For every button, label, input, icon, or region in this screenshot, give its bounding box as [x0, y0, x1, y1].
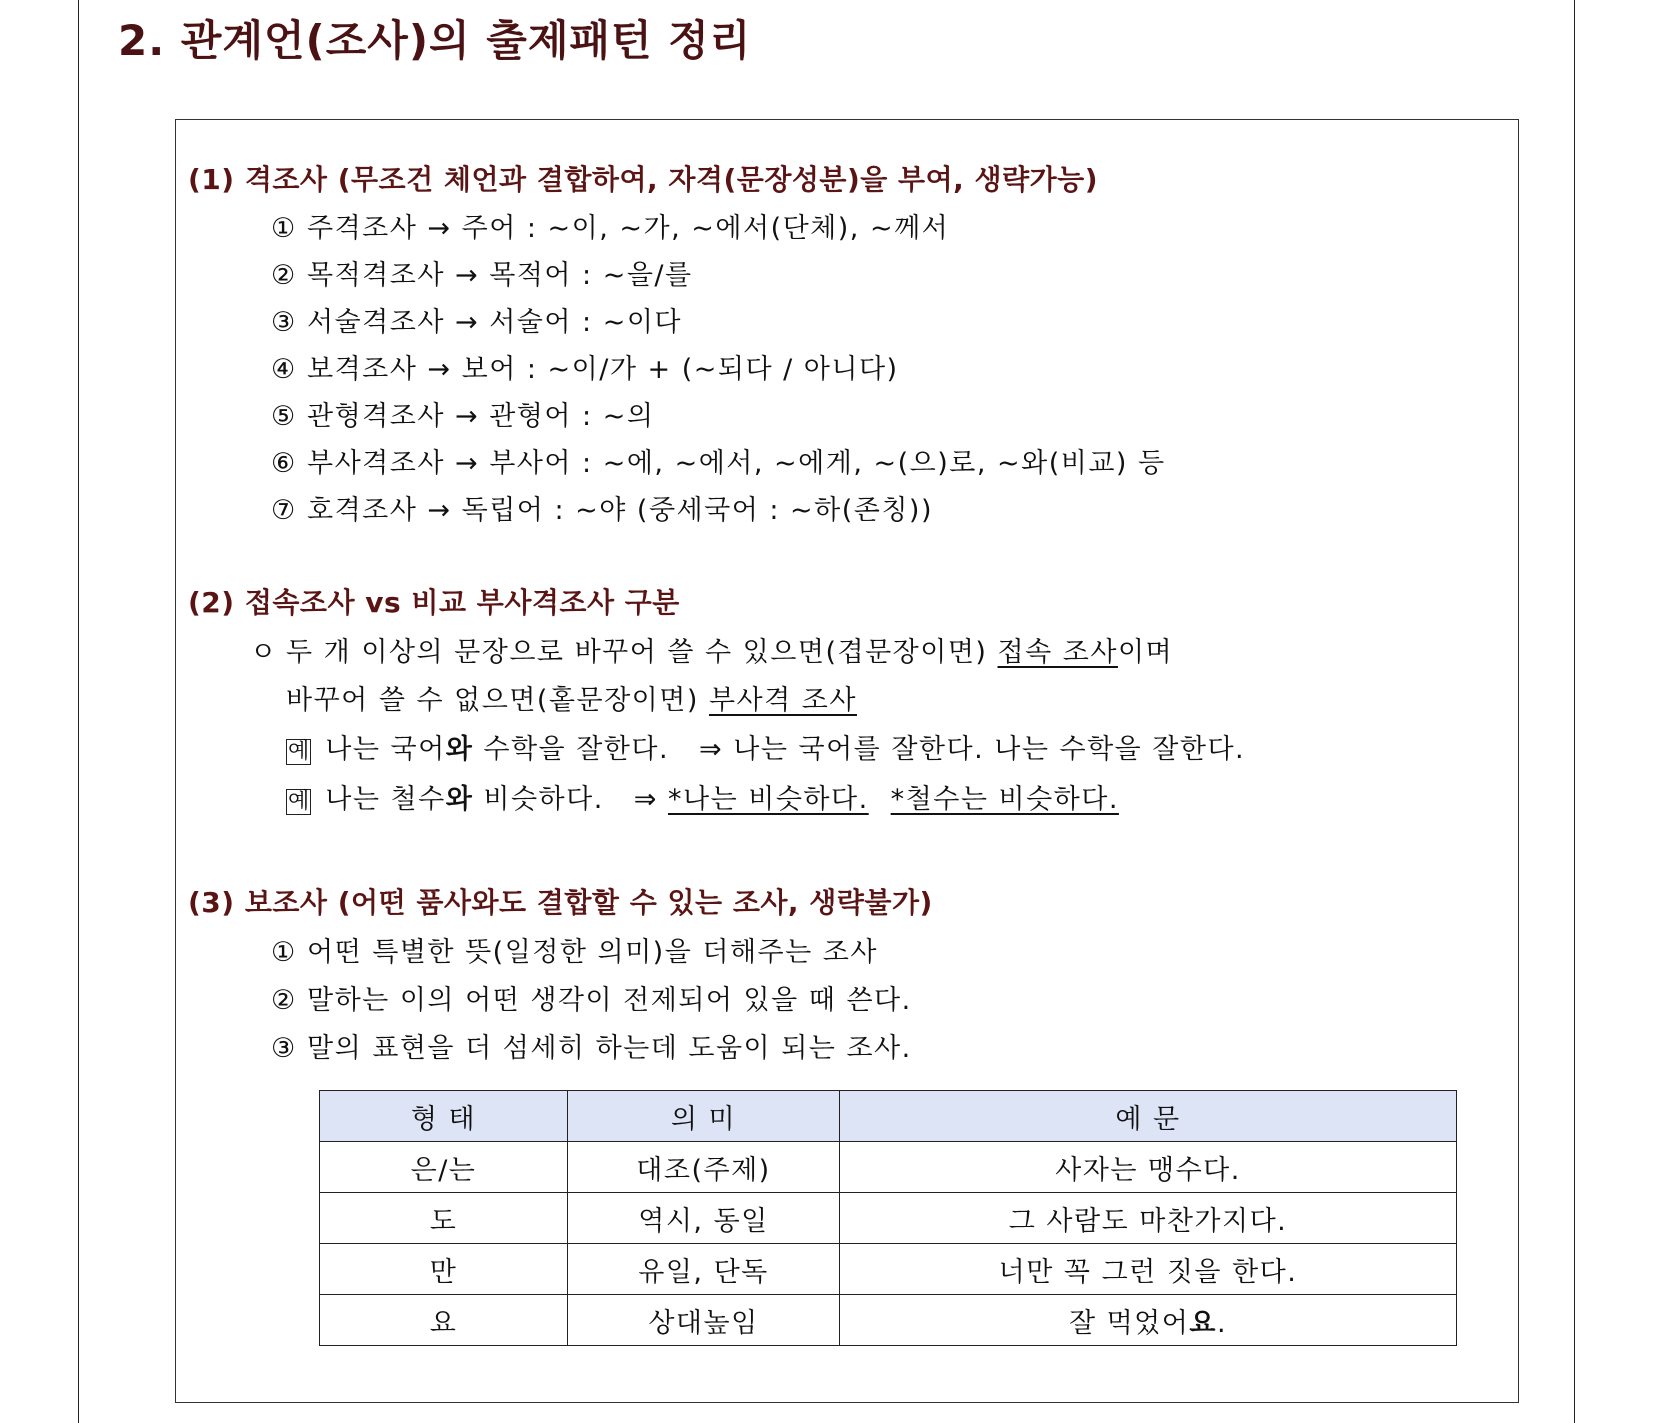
double-arrow-icon: ⇒ [699, 734, 724, 765]
table-row [320, 1295, 1457, 1346]
case-particle-item [271, 206, 949, 245]
item-text: 서술격조사 → 서술어 : ~이다 [307, 307, 682, 338]
item-text: 호격조사 → 독립어 : ~야 (중세국어 : ~하(존칭)) [307, 495, 934, 526]
page-right-rule [1574, 0, 1575, 1423]
content-box [175, 119, 1519, 1403]
item-number: ④ [271, 354, 297, 385]
item-text: 주격조사 → 주어 : ~이, ~가, ~에서(단체), ~께서 [307, 213, 950, 244]
cell-example: 그 사람도 마찬가지다. [840, 1193, 1457, 1244]
table-row [320, 1193, 1457, 1244]
case-particle-item [271, 394, 654, 433]
rule-line-2: 바꾸어 쓸 수 없으면(홑문장이면) 부사격 조사 [286, 685, 857, 716]
item-text: 관형격조사 → 관형어 : ~의 [307, 401, 655, 432]
item-number: ⑥ [271, 448, 297, 479]
item-text: 말하는 이의 어떤 생각이 전제되어 있을 때 쓴다. [307, 985, 912, 1016]
ungrammatical-result: *나는 비슷하다. [668, 784, 869, 815]
ungrammatical-result: *철수는 비슷하다. [890, 784, 1119, 815]
section-3-heading: (3) 보조사 (어떤 품사와도 결합할 수 있는 조사, 생략불가) [188, 886, 933, 919]
page-title: 2. 관계언(조사)의 출제패턴 정리 [118, 16, 752, 65]
item-number: ① [271, 937, 297, 968]
cell-example: 잘 먹었어요. [840, 1295, 1457, 1346]
item-number: ③ [271, 1033, 297, 1064]
rule-line-1: ㅇ 두 개 이상의 문장으로 바꾸어 쓸 수 있으면(겹문장이면) 접속 조사이며 [250, 630, 1173, 669]
item-text: 목적격조사 → 목적어 : ~을/를 [307, 260, 693, 291]
particle-table [319, 1090, 1457, 1346]
table-header-row [320, 1091, 1457, 1142]
page-left-rule [78, 0, 79, 1423]
aux-particle-item [271, 1026, 912, 1065]
case-particle-item [271, 441, 1166, 480]
cell-meaning: 유일, 단독 [568, 1244, 840, 1295]
item-text: 말의 표현을 더 섬세히 하는데 도움이 되는 조사. [307, 1033, 912, 1064]
item-text: 어떤 특별한 뜻(일정한 의미)을 더해주는 조사 [307, 937, 878, 968]
example-1: 예 나는 국어와 수학을 잘한다. ⇒ 나는 국어를 잘한다. 나는 수학을 잘한다. [288, 734, 1246, 765]
cell-example: 사자는 맹수다. [840, 1142, 1457, 1193]
item-number: ② [271, 260, 297, 291]
cell-meaning: 역시, 동일 [568, 1193, 840, 1244]
underlined-term: 부사격 조사 [708, 685, 857, 716]
item-number: ② [271, 985, 297, 1016]
cell-meaning: 상대높임 [568, 1295, 840, 1346]
section-1-heading: (1) 격조사 (무조건 체언과 결합하여, 자격(문장성분)을 부여, 생략가능) [188, 163, 1099, 196]
case-particle-item [271, 347, 899, 386]
column-header-meaning: 의 미 [568, 1091, 840, 1142]
item-number: ⑤ [271, 401, 297, 432]
case-particle-item [271, 488, 933, 527]
cell-form: 도 [320, 1193, 568, 1244]
example-badge: 예 [288, 789, 310, 814]
item-text: 부사격조사 → 부사어 : ~에, ~에서, ~에게, ~(으)로, ~와(비교) 등 [307, 448, 1166, 479]
cell-form: 만 [320, 1244, 568, 1295]
item-number: ⑦ [271, 495, 297, 526]
case-particle-item [271, 253, 693, 292]
item-number: ③ [271, 307, 297, 338]
cell-example: 너만 꼭 그런 짓을 한다. [840, 1244, 1457, 1295]
item-number: ① [271, 213, 297, 244]
section-2-heading: (2) 접속조사 vs 비교 부사격조사 구분 [188, 586, 680, 619]
table-row [320, 1142, 1457, 1193]
item-text: 보격조사 → 보어 : ~이/가 + (~되다 / 아니다) [307, 354, 899, 385]
bullet-icon: ㅇ [250, 637, 278, 668]
double-arrow-icon: ⇒ [633, 784, 658, 815]
aux-particle-item [271, 930, 878, 969]
table-row [320, 1244, 1457, 1295]
aux-particle-item [271, 978, 912, 1017]
cell-meaning: 대조(주제) [568, 1142, 840, 1193]
example-2: 예 나는 철수와 비슷하다. ⇒ *나는 비슷하다. *철수는 비슷하다. [288, 784, 1119, 815]
column-header-example: 예 문 [840, 1091, 1457, 1142]
cell-form: 은/는 [320, 1142, 568, 1193]
example-badge: 예 [288, 739, 310, 764]
column-header-form: 형 태 [320, 1091, 568, 1142]
cell-form: 요 [320, 1295, 568, 1346]
case-particle-item [271, 300, 682, 339]
underlined-term: 접속 조사 [997, 637, 1118, 668]
